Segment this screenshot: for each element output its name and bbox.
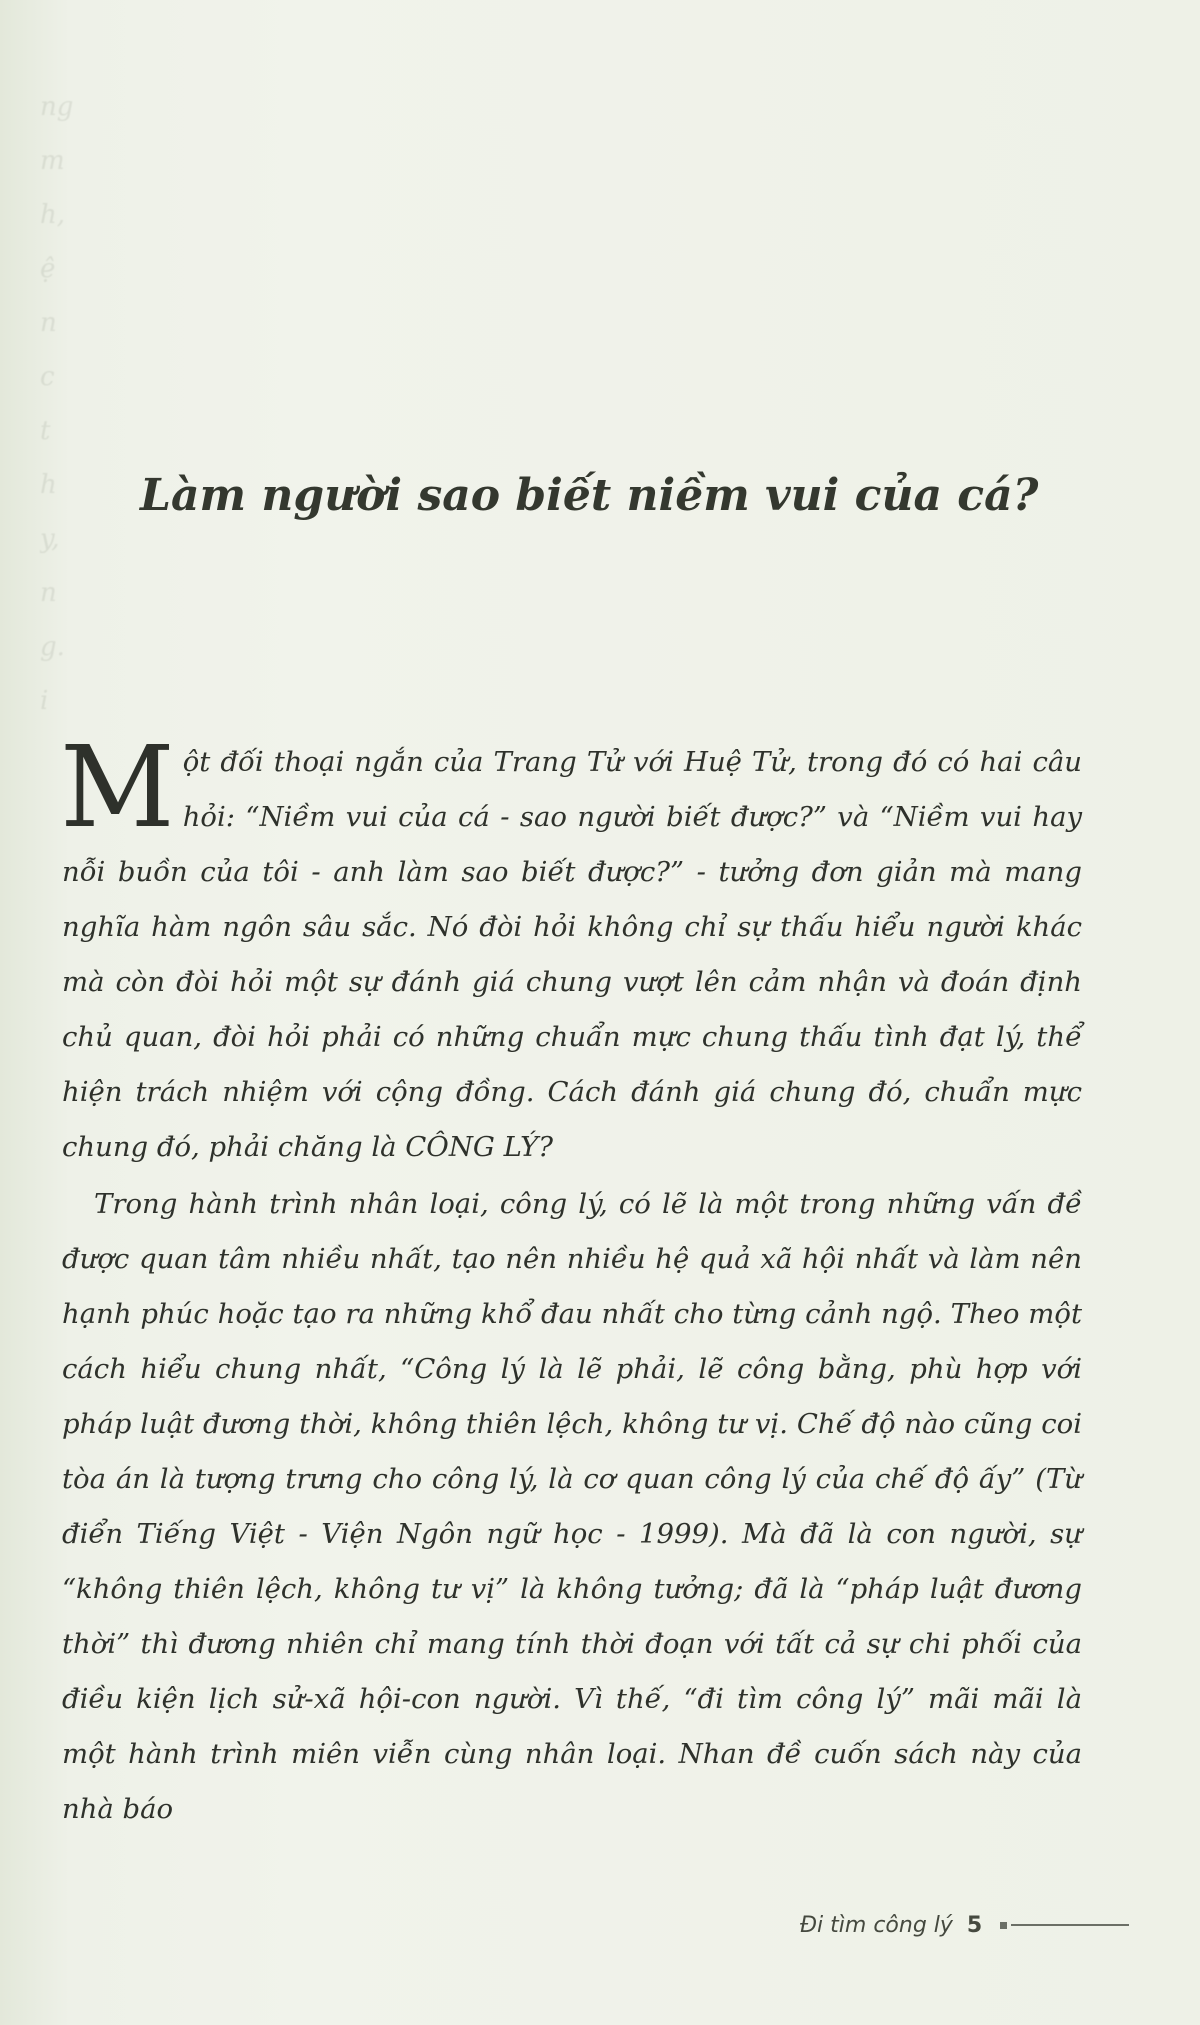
running-footer-title: Đi tìm công lý xyxy=(800,1912,953,1938)
page-number: 5 xyxy=(966,1912,983,1938)
page-footer xyxy=(800,1905,1200,1945)
footer-rule xyxy=(1011,1924,1129,1926)
drop-cap: M xyxy=(60,723,175,853)
body-text xyxy=(60,723,1082,1837)
paragraph-1-text: ột đối thoại ngắn của Trang Tử với Huệ Tử, trong đó có hai câu hỏi: “Niềm vui của cá - sao người biết được?” và “Niềm vui hay nỗi buồn của tôi - anh làm sao biết được?” - tưởng đơn giản mà mang nghĩa hàm ngôn sâu sắc. Nó đòi hỏi không chỉ sự thấu hiểu người khác mà còn đòi hỏi một sự đánh giá chung vượt lên cảm nhận và đoán định chủ quan, đòi hỏi phải có những chuẩn mực chung thấu tình đạt lý, thể hiện trách nhiệm với cộng đồng. Cách đánh giá chung đó, chuẩn mực chung đó, phải chăng là CÔNG LÝ? xyxy=(62,746,1082,1163)
paragraph-1 xyxy=(60,723,1082,1175)
paragraph-2: Trong hành trình nhân loại, công lý, có lẽ là một trong những vấn đề được quan tâm nhiều nhất, tạo nên nhiều hệ quả xã hội nhất và làm nên hạnh phúc hoặc tạo ra những khổ đau nhất cho từng cảnh ngộ. Theo một cách hiểu chung nhất, “Công lý là lẽ phải, lẽ công bằng, phù hợp với pháp luật đương thời, không thiên lệch, không tư vị. Chế độ nào cũng coi tòa án là tượng trưng cho công lý, là cơ quan công lý của chế độ ấy” (Từ điển Tiếng Việt - Viện Ngôn ngữ học - 1999). Mà đã là con người, sự “không thiên lệch, không tư vị” là không tưởng; đã là “pháp luật đương thời” thì đương nhiên chỉ mang tính thời đoạn với tất cả sự chi phối của điều kiện lịch sử-xã hội-con người. Vì thế, “đi tìm công lý” mãi mãi là một hành trình miên viễn cùng nhân loại. Nhan đề cuốn sách này của nhà báo xyxy=(62,1188,1082,1825)
facing-page-bleed-through: ng m h, ệ n c t h y, n g. i xyxy=(40,92,74,716)
footer-rule-marker xyxy=(1000,1922,1007,1929)
chapter-title: Làm người sao biết niềm vui của cá? xyxy=(140,470,1039,521)
